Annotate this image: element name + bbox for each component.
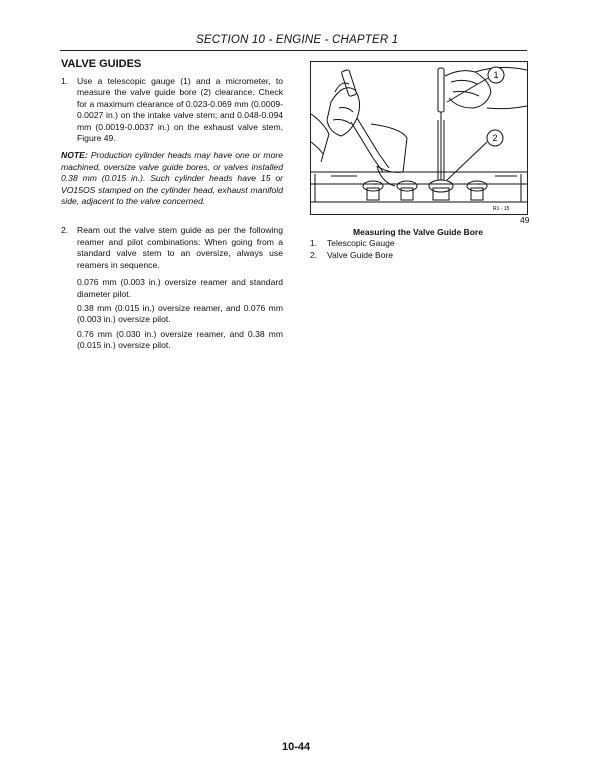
figure-legend <box>310 238 395 261</box>
page-number: 10-44 <box>282 741 311 753</box>
step-number: 1. <box>61 76 69 86</box>
step-text: Ream out the valve stem guide as per the following reamer and pilot combinations: When going from a standard valve stem to an oversize, always use reamers in sequence. <box>77 225 283 270</box>
legend-item <box>310 250 395 262</box>
step-2 <box>61 225 283 271</box>
reamer-combination: 0.38 mm (0.015 in.) oversize reamer, and 0.076 mm (0.003 in.) oversize pilot. <box>77 302 283 325</box>
figure-illustration <box>310 61 528 215</box>
legend-number: 2. <box>310 249 318 260</box>
body-text-column <box>61 76 283 355</box>
callout-1: 1 <box>493 70 499 80</box>
reamer-combination: 0.076 mm (0.003 in.) oversize reamer and standard diameter pilot. <box>77 277 283 299</box>
step-text: Use a telescopic gauge (1) and a micrometer, to measure the valve guide bore (2) clearance. Check for a maximum clearance of 0.023-0.069 mm (0.0009-0.0027 in.) on the intake valve stem; and 0.048-0.094 mm (0.0019-0.0037 in.) on the exhaust valve stem, Figure 49. <box>77 76 283 144</box>
note-label: NOTE: <box>61 150 88 161</box>
valve-guide-measurement-drawing <box>311 62 527 214</box>
step-1 <box>61 76 283 144</box>
production-note <box>61 150 283 207</box>
legend-label: Valve Guide Bore <box>327 249 393 260</box>
callout-2: 2 <box>492 133 498 143</box>
figure-reference-code: R1 - 15 <box>493 206 510 212</box>
legend-number: 1. <box>310 238 318 248</box>
legend-item <box>310 238 395 250</box>
step-number: 2. <box>61 225 69 236</box>
legend-label: Telescopic Gauge <box>327 238 395 248</box>
note-text: Production cylinder heads may have one or more machined, oversize valve guide bores, or valves installed 0.38 mm (0.015 in.). Such cylinder heads have 15 or VO15OS stamped on the cylinder head, exhaust manifold side, adjacent to the valve concerned. <box>61 150 283 207</box>
section-title: VALVE GUIDES <box>61 58 142 70</box>
header-rule <box>60 50 527 51</box>
running-header: SECTION 10 - ENGINE - CHAPTER 1 <box>196 34 399 46</box>
reamer-combination: 0.76 mm (0.030 in.) oversize reamer, and 0.38 mm (0.015 in.) oversize pilot. <box>77 328 283 351</box>
figure-caption: Measuring the Valve Guide Bore <box>353 227 483 237</box>
figure-number: 49 <box>520 215 530 225</box>
